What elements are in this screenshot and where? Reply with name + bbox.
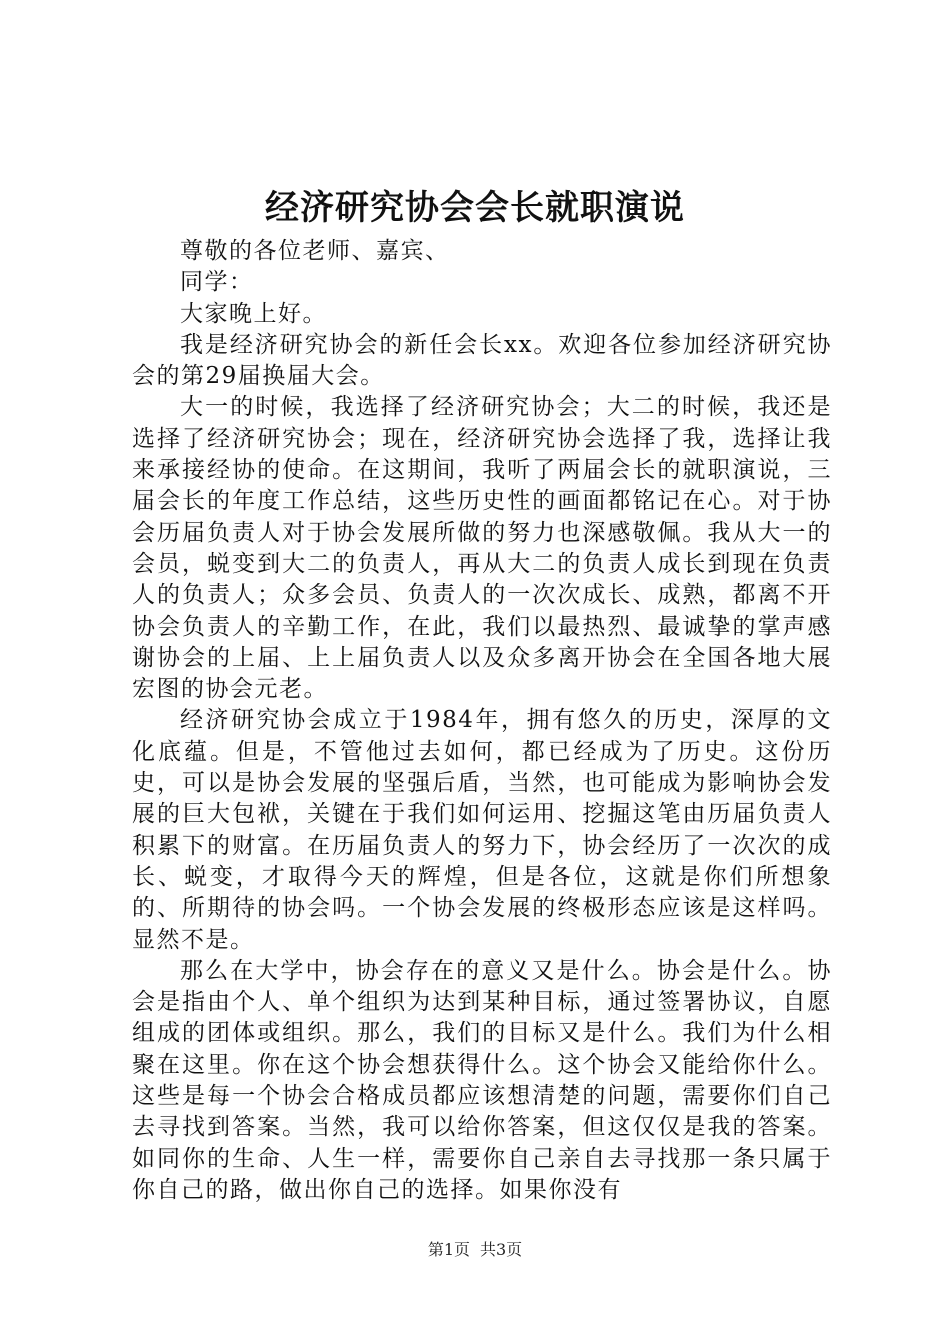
body-paragraph: 大一的时候，我选择了经济研究协会；大二的时候，我还是选择了经济研究协会；现在，经济研究协会选择了我，选择让我来承接经协的使命。在这期间，我听了两届会长的就职演说，三届会长的年度工作总结，这些历史性的画面都铭记在心。对于协会历届负责人对于协会发展所做的努力也深感敬佩。我从大一的会员，蜕变到大二的负责人，再从大二的负责人成长到现在负责人的负责人；众多会员、负责人的一次次成长、成熟，都离不开协会负责人的辛勤工作，在此，我们以最热烈、最诚挚的掌声感谢协会的上届、上上届负责人以及众多离开协会在全国各地大展宏图的协会元老。	[132, 394, 832, 703]
body-paragraph: 经济研究协会成立于1984年，拥有悠久的历史，深厚的文化底蕴。但是，不管他过去如何，都已经成为了历史。这份历史，可以是协会发展的坚强后盾，当然，也可能成为影响协会发展的巨大包袱，关键在于我们如何运用、挖掘这笔由历届负责人积累下的财富。在历届负责人的努力下，协会经历了一次次的成长、蜕变，才取得今天的辉煌，但是各位，这就是你们所想象的、所期待的协会吗。一个协会发展的终极形态应该是这样吗。显然不是。	[132, 707, 832, 953]
salutation-line: 同学：	[180, 269, 254, 296]
greeting-line: 大家晚上好。	[180, 300, 327, 327]
document-body	[132, 236, 832, 1206]
salutation-line: 尊敬的各位老师、嘉宾、	[180, 238, 450, 264]
page-total: 共3页	[480, 1240, 523, 1259]
document-title: 经济研究协会会长就职演说	[265, 188, 685, 228]
page-number: 第1页	[427, 1240, 470, 1259]
body-paragraph: 我是经济研究协会的新任会长xx。欢迎各位参加经济研究协会的第29届换届大会。	[132, 331, 832, 390]
body-paragraph: 那么在大学中，协会存在的意义又是什么。协会是什么。协会是指由个人、单个组织为达到某种目标，通过签署协议，自愿组成的团体或组织。那么，我们的目标又是什么。我们为什么相聚在这里。你在这个协会想获得什么。这个协会又能给你什么。这些是每一个协会合格成员都应该想清楚的问题，需要你们自己去寻找到答案。当然，我可以给你答案，但这仅仅是我的答案。如同你的生命、人生一样，需要你自己亲自去寻找那一条只属于你自己的路，做出你自己的选择。如果你没有	[132, 957, 832, 1203]
page-footer	[0, 1238, 950, 1262]
